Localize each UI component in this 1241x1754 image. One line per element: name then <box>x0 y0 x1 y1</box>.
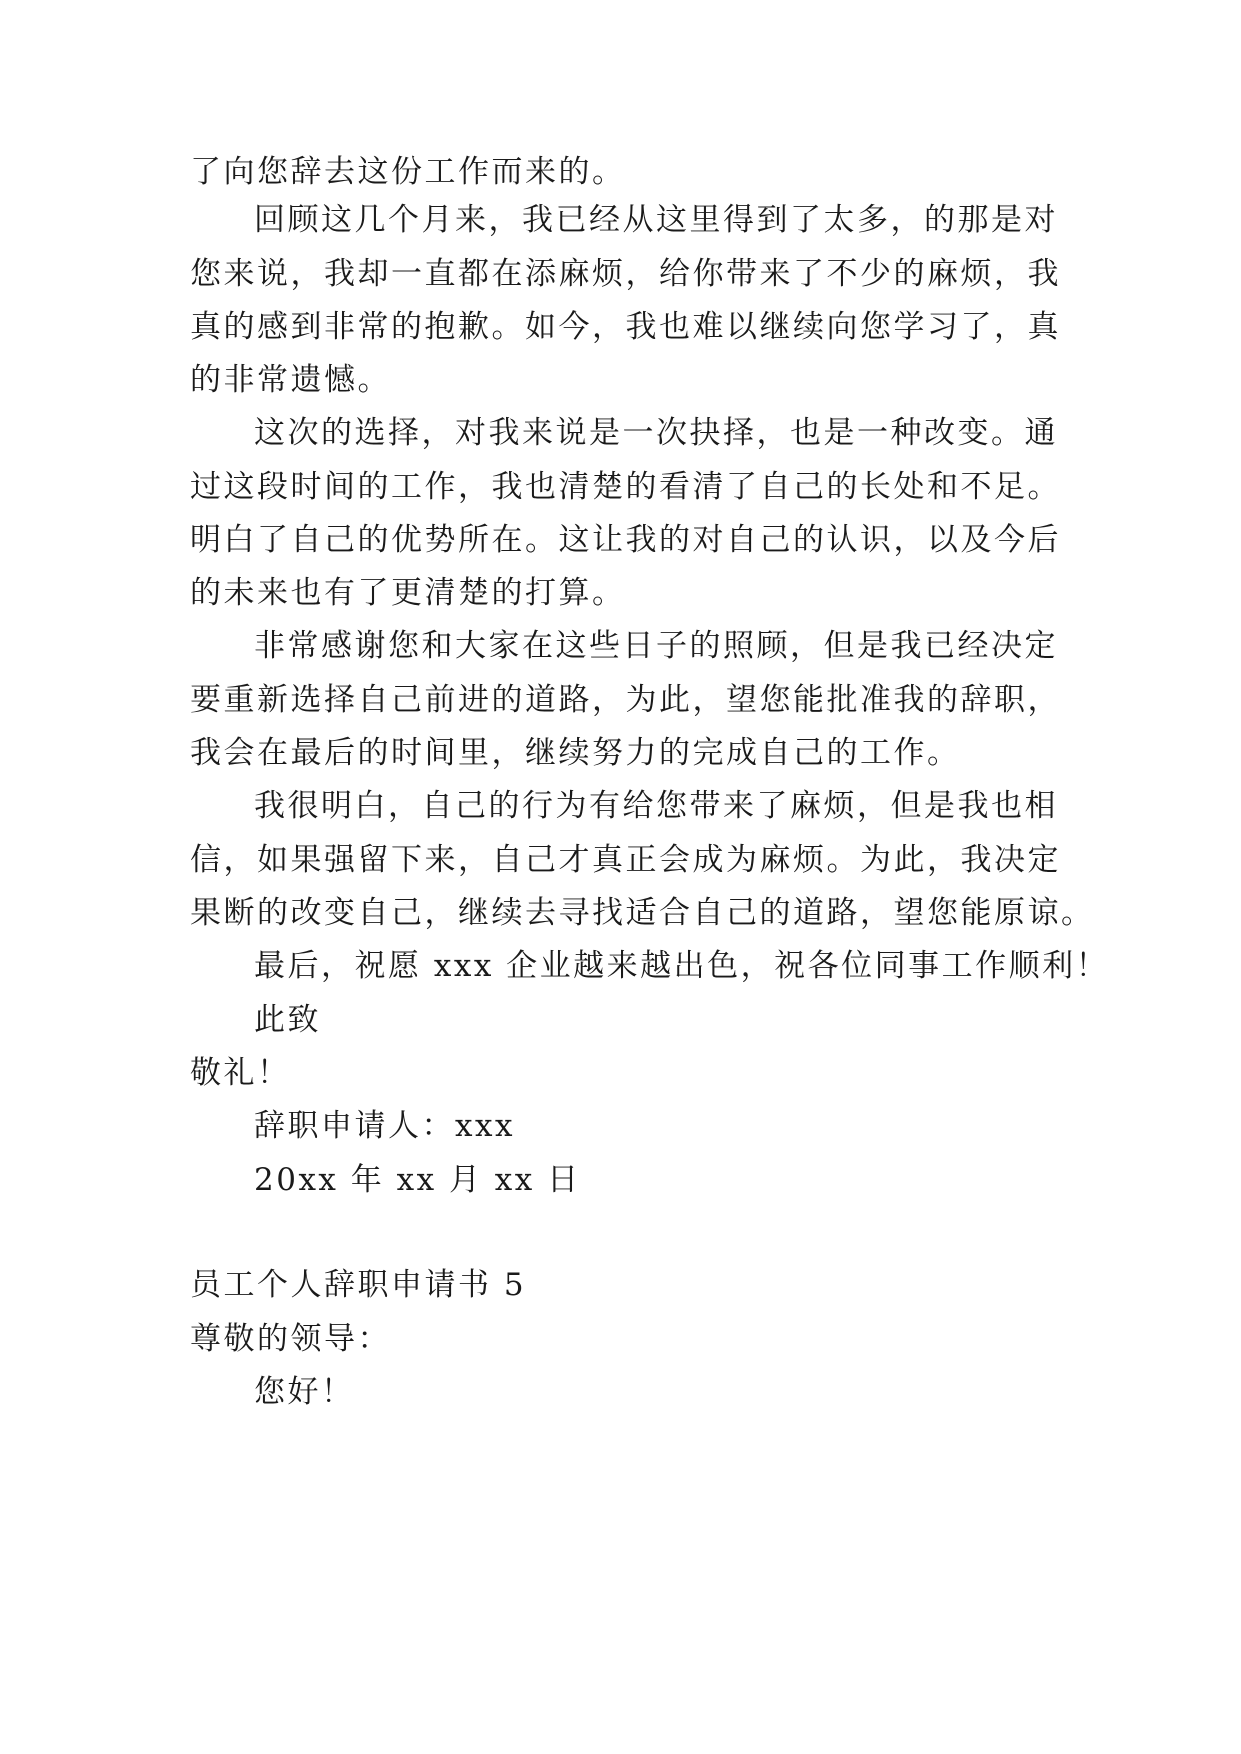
section-title: 员工个人辞职申请书 5 <box>190 1267 527 1303</box>
paragraph-line: 的未来也有了更清楚的打算。 <box>190 575 626 611</box>
paragraph-line: 您来说，我却一直都在添麻烦，给你带来了不少的麻烦，我 <box>190 256 1061 292</box>
paragraph-line: 信，如果强留下来，自己才真正会成为麻烦。为此，我决定 <box>190 842 1061 878</box>
paragraph-line: 我会在最后的时间里，继续努力的完成自己的工作。 <box>190 735 961 771</box>
paragraph-line: 非常感谢您和大家在这些日子的照顾，但是我已经决定 <box>254 628 1058 664</box>
salutation-cizhi: 此致 <box>254 1002 321 1038</box>
paragraph-line: 明白了自己的优势所在。这让我的对自己的认识，以及今后 <box>190 522 1061 558</box>
paragraph-line: 我很明白，自己的行为有给您带来了麻烦，但是我也相 <box>254 788 1058 824</box>
paragraph-line: 这次的选择，对我来说是一次抉择，也是一种改变。通 <box>254 415 1058 451</box>
paragraph-line: 要重新选择自己前进的道路，为此，望您能批准我的辞职， <box>190 682 1061 718</box>
paragraph-line: 的非常遗憾。 <box>190 362 391 398</box>
greeting-leader: 尊敬的领导： <box>190 1321 391 1357</box>
applicant-signature: 辞职申请人：xxx <box>254 1108 515 1144</box>
paragraph-line: 过这段时间的工作，我也清楚的看清了自己的长处和不足。 <box>190 469 1061 505</box>
date-line: 20xx 年 xx 月 xx 日 <box>254 1162 581 1198</box>
paragraph-line: 果断的改变自己，继续去寻找适合自己的道路，望您能原谅。 <box>190 895 1095 931</box>
paragraph-line: 回顾这几个月来，我已经从这里得到了太多，的那是对 <box>254 202 1058 238</box>
salutation-jingli: 敬礼！ <box>190 1055 291 1091</box>
paragraph-line: 真的感到非常的抱歉。如今，我也难以继续向您学习了，真 <box>190 309 1061 345</box>
greeting-hello: 您好！ <box>254 1374 355 1410</box>
closing-wish: 最后，祝愿 xxx 企业越来越出色，祝各位同事工作顺利！ <box>254 948 1110 984</box>
paragraph-line: 了向您辞去这份工作而来的。 <box>190 154 626 190</box>
